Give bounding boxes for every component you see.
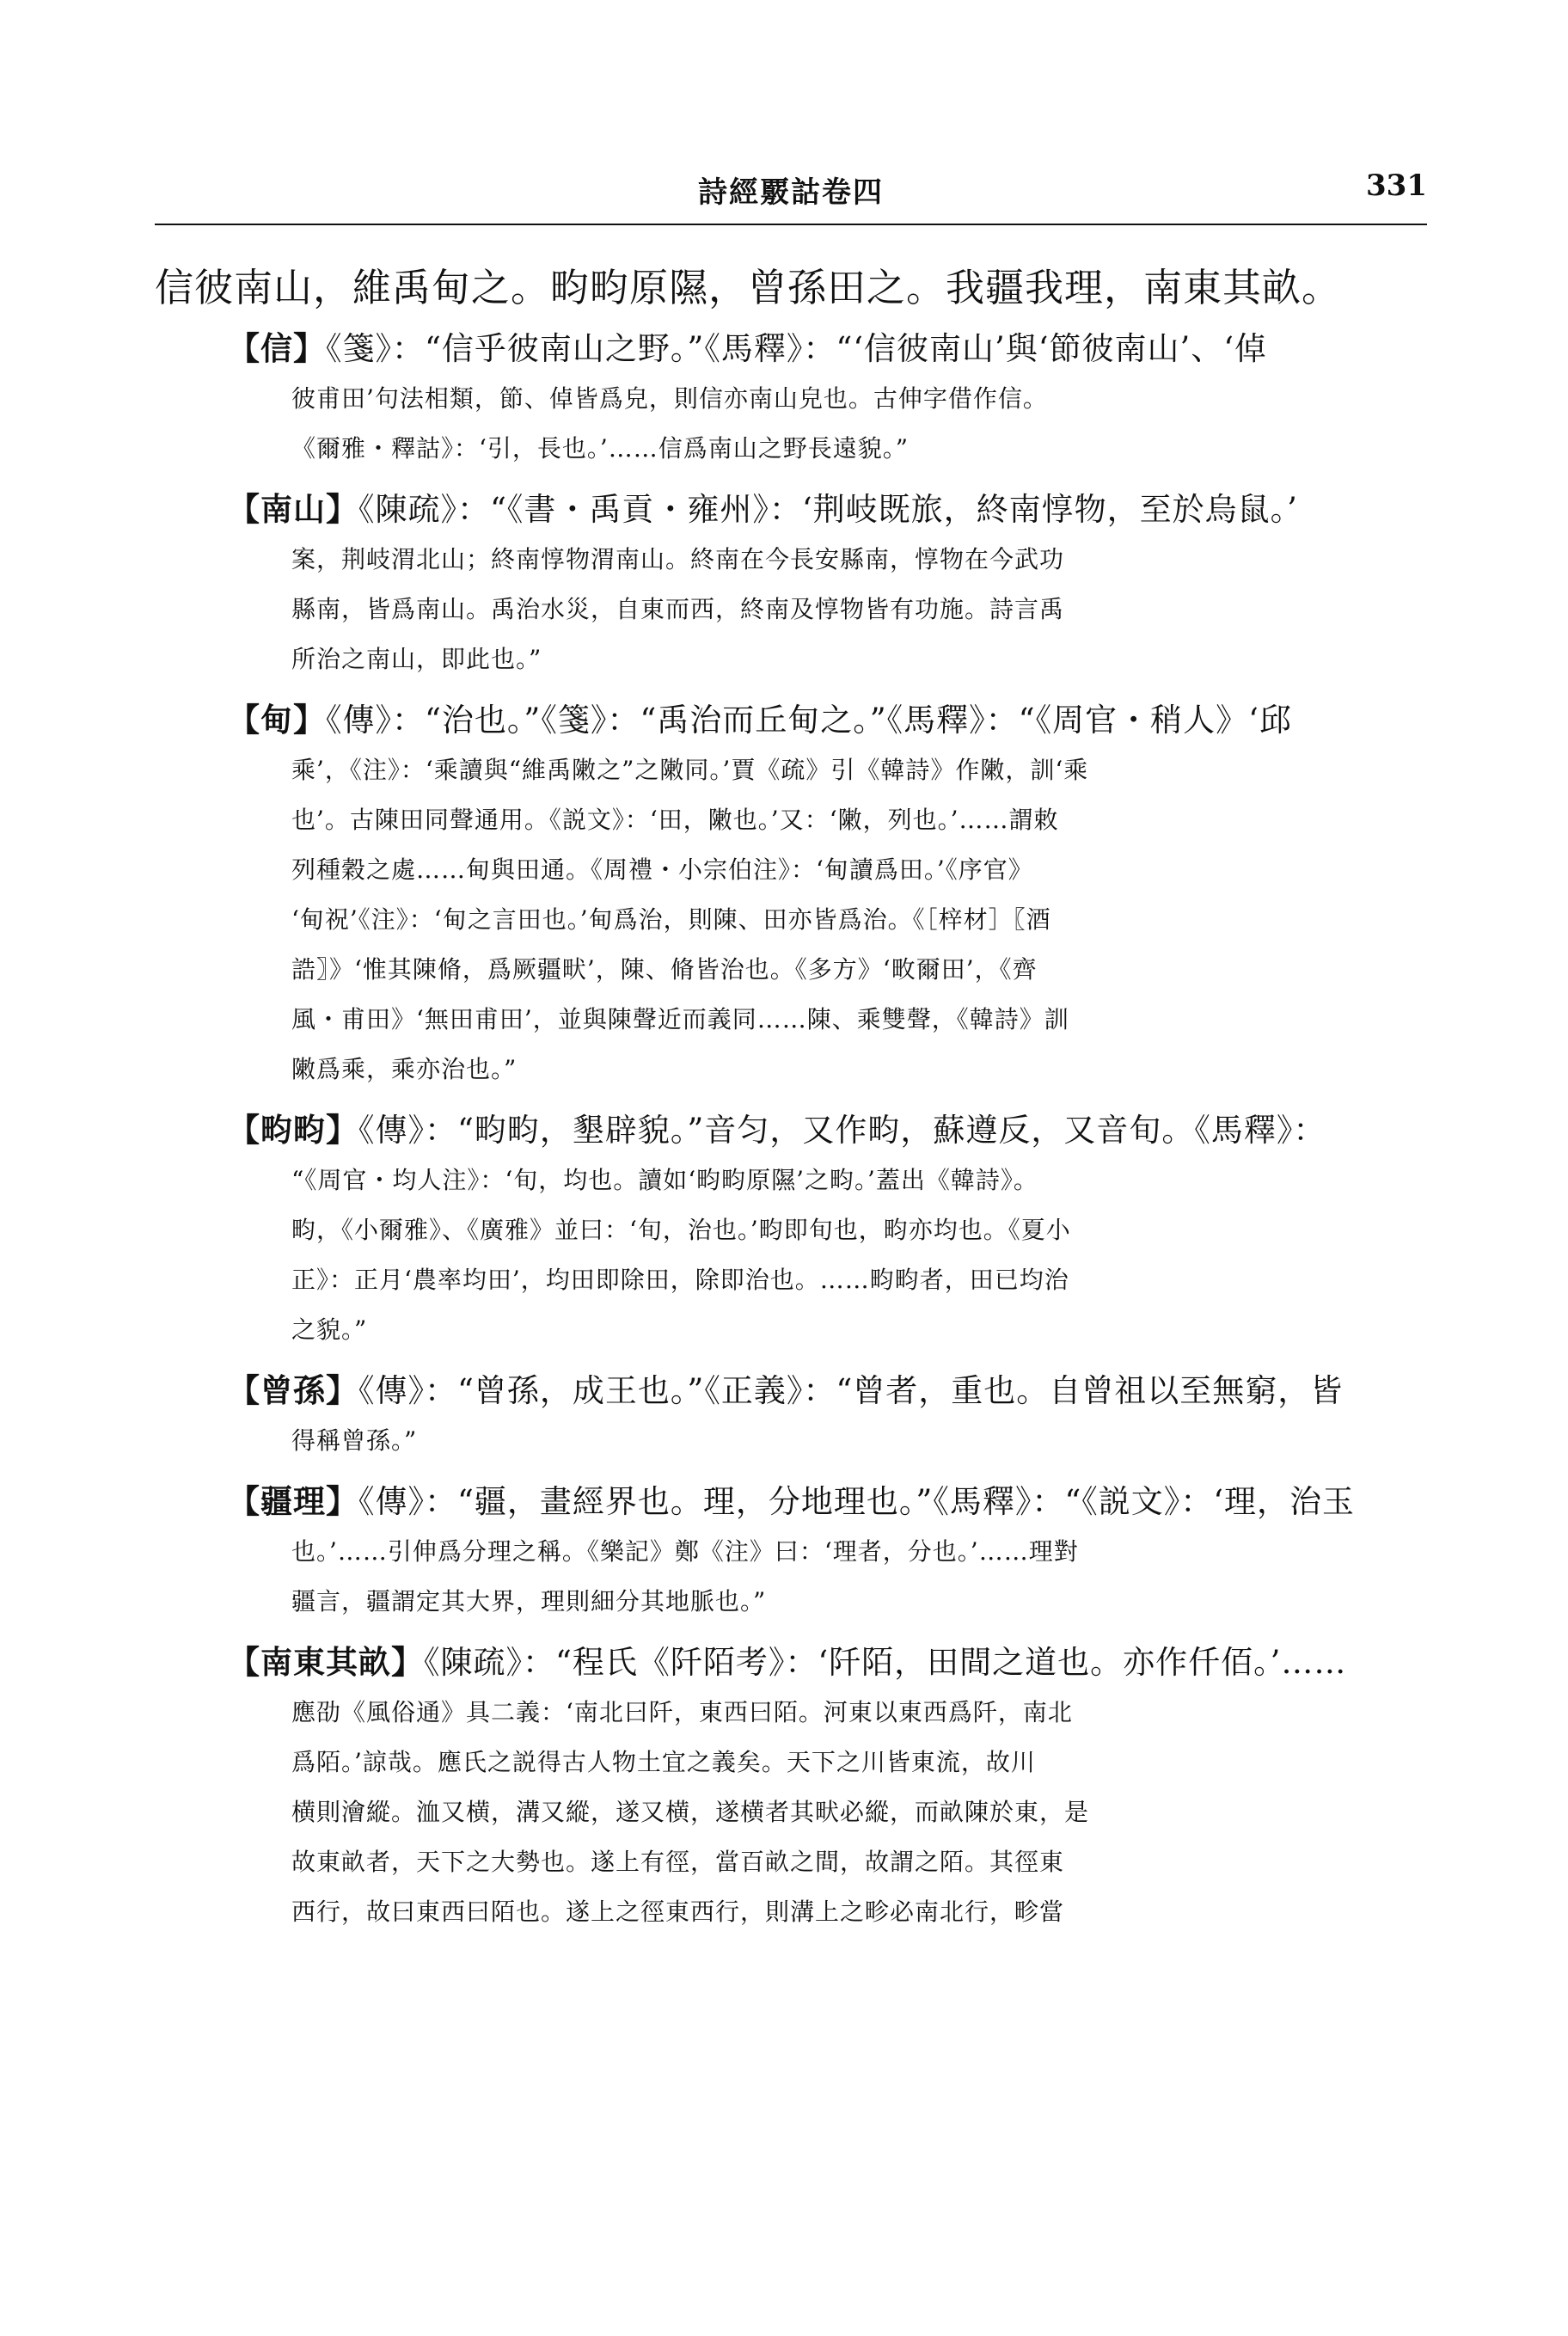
annotation-text: 正》：正月‘農率均田’，均田即除田，除即治也。……畇畇者，田已均治 xyxy=(291,1266,1069,1294)
annotation-list xyxy=(228,323,1427,1947)
annotation-line xyxy=(228,995,1427,1045)
annotation-text: 敶爲乘，乘亦治也。” xyxy=(291,1055,518,1083)
annotation-entry xyxy=(228,1105,1427,1355)
annotation-line xyxy=(228,1837,1427,1887)
annotation-line xyxy=(228,745,1427,795)
annotation-text: 風・甫田》‘無田甫田’，並與陳聲近而義同……陳、乘雙聲，《韓詩》訓 xyxy=(291,1005,1069,1033)
annotation-text: 故東畝者，天下之大勢也。遂上有徑，當百畝之間，故謂之陌。其徑東 xyxy=(291,1848,1065,1876)
annotation-line xyxy=(228,1887,1427,1937)
annotation-line xyxy=(228,585,1427,635)
annotation-line xyxy=(228,1416,1427,1466)
annotation-line xyxy=(228,1637,1427,1688)
annotation-line xyxy=(228,945,1427,995)
annotation-line xyxy=(228,535,1427,585)
annotation-term: 【信】 xyxy=(228,329,326,367)
annotation-term: 【曾孫】 xyxy=(228,1371,358,1409)
annotation-text: 横則澮縱。洫又横，溝又縱，遂又横，遂横者其畎必縱，而畝陳於東，是 xyxy=(291,1798,1090,1826)
annotation-line xyxy=(228,1105,1427,1156)
annotation-text: 《傳》：“畇畇，墾辟貌。”音匀，又作畇，蘇遵反，又音旬。《馬釋》： xyxy=(358,1112,1326,1149)
annotation-line xyxy=(228,1787,1427,1837)
running-title: 詩經覈詁卷四 xyxy=(698,175,884,210)
annotation-text: 也’。古陳田同聲通用。《説文》：‘田，敶也。’又：‘敶，列也。’……謂敕 xyxy=(291,806,1059,834)
annotation-text: 所治之南山，即此也。” xyxy=(291,645,542,673)
annotation-text: 《陳疏》：“《書・禹貢・雍州》：‘荆岐既旅，終南惇物，至於烏鼠。’ xyxy=(358,491,1298,528)
annotation-line xyxy=(228,1156,1427,1205)
annotation-line xyxy=(228,1255,1427,1305)
annotation-term: 【南東其畝】 xyxy=(228,1643,424,1681)
annotation-text: 爲陌。’諒哉。應氏之説得古人物土宜之義矣。天下之川皆東流，故川 xyxy=(291,1748,1036,1776)
annotation-text: 之貌。” xyxy=(291,1315,368,1344)
annotation-line xyxy=(228,845,1427,895)
annotation-text: 《傳》：“治也。”《箋》：“禹治而丘甸之。”《馬釋》：“《周官・稍人》‘邱 xyxy=(326,702,1292,739)
running-head xyxy=(155,169,1427,220)
annotation-line xyxy=(228,1305,1427,1355)
annotation-line xyxy=(228,1045,1427,1094)
annotation-line xyxy=(228,695,1427,745)
annotation-term: 【畇畇】 xyxy=(228,1111,358,1149)
annotation-entry xyxy=(228,1365,1427,1466)
annotation-line xyxy=(228,1476,1427,1527)
annotation-text: 《爾雅・釋詁》：‘引，長也。’……信爲南山之野長遠貌。” xyxy=(291,434,910,463)
poem-line: 信彼南山，維禹甸之。畇畇原隰，曾孫田之。我疆我理，南東其畝。 xyxy=(155,265,1342,310)
annotation-line xyxy=(228,374,1427,424)
annotation-text: “《周官・均人注》：‘旬，均也。讀如‘畇畇原隰’之畇。’蓋出《韓詩》。 xyxy=(291,1166,1038,1194)
header-rule xyxy=(155,224,1427,225)
annotation-text: 《傳》：“曾孫，成王也。”《正義》：“曾者，重也。自曾祖以至無窮，皆 xyxy=(358,1372,1344,1409)
annotation-line xyxy=(228,1365,1427,1416)
annotation-text: 誥〗》‘惟其陳脩，爲厥疆畎’，陳、脩皆治也。《多方》‘畋爾田’，《齊 xyxy=(291,955,1038,984)
annotation-entry xyxy=(228,695,1427,1094)
annotation-term: 【南山】 xyxy=(228,490,358,528)
annotation-line xyxy=(228,795,1427,845)
annotation-text: ‘甸祝’《注》：‘甸之言田也。’甸爲治，則陳、田亦皆爲治。《［梓材］〖酒 xyxy=(291,905,1051,934)
annotation-entry xyxy=(228,484,1427,684)
annotation-text: 西行，故曰東西曰陌也。遂上之徑東西行，則溝上之畛必南北行，畛當 xyxy=(291,1898,1065,1926)
annotation-text: 彼甫田’句法相類，節、倬皆爲皃，則信亦南山皃也。古伸字借作信。 xyxy=(291,384,1048,413)
annotation-entry xyxy=(228,1637,1427,1937)
annotation-line xyxy=(228,635,1427,684)
annotation-text: 疆言，疆謂定其大界，理則細分其地脈也。” xyxy=(291,1587,767,1616)
annotation-line xyxy=(228,484,1427,535)
annotation-entry xyxy=(228,1476,1427,1627)
annotation-text: 《陳疏》：“程氏《阡陌考》：‘阡陌，田間之道也。亦作仟佰。’…… xyxy=(424,1644,1347,1681)
annotation-entry xyxy=(228,323,1427,474)
annotation-line xyxy=(228,1738,1427,1787)
annotation-text: 列種穀之處……甸與田通。《周禮・小宗伯注》：‘甸讀爲田。’《序官》 xyxy=(291,855,1033,884)
annotation-text: 乘’，《注》：‘乘讀與“維禹敶之”之敶同。’賈《疏》引《韓詩》作敶，訓‘乘 xyxy=(291,756,1089,784)
annotation-line xyxy=(228,1577,1427,1627)
annotation-line xyxy=(228,323,1427,374)
annotation-text: 得稱曾孫。” xyxy=(291,1426,418,1455)
annotation-text: 也。’……引伸爲分理之稱。《樂記》鄭《注》曰：‘理者，分也。’……理對 xyxy=(291,1537,1079,1566)
annotation-text: 《傳》：“疆，畫經界也。理，分地理也。”《馬釋》：“《説文》：‘理，治玉 xyxy=(358,1483,1356,1520)
annotation-text: 案，荆岐渭北山；終南惇物渭南山。終南在今長安縣南，惇物在今武功 xyxy=(291,545,1065,573)
annotation-text: 縣南，皆爲南山。禹治水災，自東而西，終南及惇物皆有功施。詩言禹 xyxy=(291,595,1065,623)
annotation-line xyxy=(228,1688,1427,1738)
annotation-text: 《箋》：“信乎彼南山之野。”《馬釋》：“‘信彼南山’與‘節彼南山’、‘倬 xyxy=(326,330,1268,367)
annotation-term: 【甸】 xyxy=(228,701,326,739)
annotation-line xyxy=(228,1527,1427,1577)
page-number: 331 xyxy=(1366,169,1427,203)
annotation-line xyxy=(228,895,1427,945)
annotation-text: 應劭《風俗通》具二義：‘南北曰阡，東西曰陌。河東以東西爲阡，南北 xyxy=(291,1698,1073,1726)
annotation-term: 【疆理】 xyxy=(228,1482,358,1520)
annotation-line xyxy=(228,1205,1427,1255)
annotation-line xyxy=(228,424,1427,474)
annotation-text: 畇，《小爾雅》、《廣雅》並曰：‘旬，治也。’畇即旬也，畇亦均也。《夏小 xyxy=(291,1216,1071,1244)
